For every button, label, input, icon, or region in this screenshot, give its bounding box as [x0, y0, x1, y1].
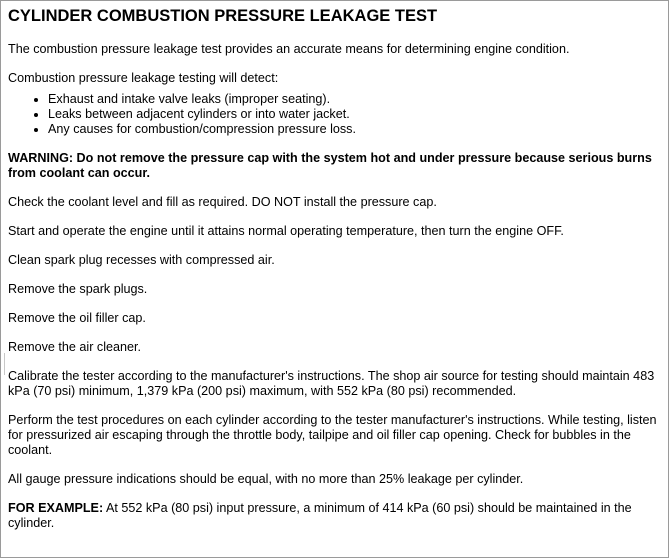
step-paragraph: All gauge pressure indications should be equal, with no more than 25% leakage per cylinder.: [8, 472, 524, 486]
page-title: CYLINDER COMBUSTION PRESSURE LEAKAGE TEST: [8, 7, 438, 25]
step-paragraph: Remove the air cleaner.: [8, 340, 142, 354]
step-paragraph: Clean spark plug recesses with compressed air.: [8, 253, 275, 267]
list-item: • Exhaust and intake valve leaks (improper seating).: [48, 92, 658, 107]
example-paragraph: [8, 501, 658, 531]
example-text: At 552 kPa (80 psi) input pressure, a minimum of 414 kPa (60 psi) should be maintained in the cylinder.: [8, 501, 632, 530]
detect-list: [8, 92, 658, 137]
step-paragraph: Check the coolant level and fill as required. DO NOT install the pressure cap.: [8, 195, 437, 209]
step-paragraph: Calibrate the tester according to the manufacturer's instructions. The shop air source for testing should maintain 483 kPa (70 psi) minimum, 1,379 kPa (200 psi) maximum, with 552 kPa (80 psi) recommended.: [8, 369, 655, 398]
text-cursor-marker: [4, 353, 5, 375]
document-content: [8, 7, 658, 545]
step-paragraph: Remove the oil filler cap.: [8, 311, 146, 325]
example-label: FOR EXAMPLE:: [8, 501, 104, 515]
step-paragraph: Remove the spark plugs.: [8, 282, 148, 296]
list-item: • Any causes for combustion/compression pressure loss.: [48, 122, 658, 137]
warning-paragraph: WARNING: Do not remove the pressure cap with the system hot and under pressure because serious burns from coolant can occur.: [8, 151, 652, 180]
list-item: • Leaks between adjacent cylinders or into water jacket.: [48, 107, 658, 122]
step-paragraph: Perform the test procedures on each cylinder according to the tester manufacturer's instructions. While testing, listen for pressurized air escaping through the throttle body, tailpipe and oil filler cap opening. Check for bubbles in the coolant.: [8, 413, 657, 457]
intro-paragraph: The combustion pressure leakage test provides an accurate means for determining engine condition.: [8, 42, 570, 56]
detect-lead-paragraph: Combustion pressure leakage testing will detect:: [8, 71, 279, 85]
step-paragraph: Start and operate the engine until it attains normal operating temperature, then turn the engine OFF.: [8, 224, 564, 238]
